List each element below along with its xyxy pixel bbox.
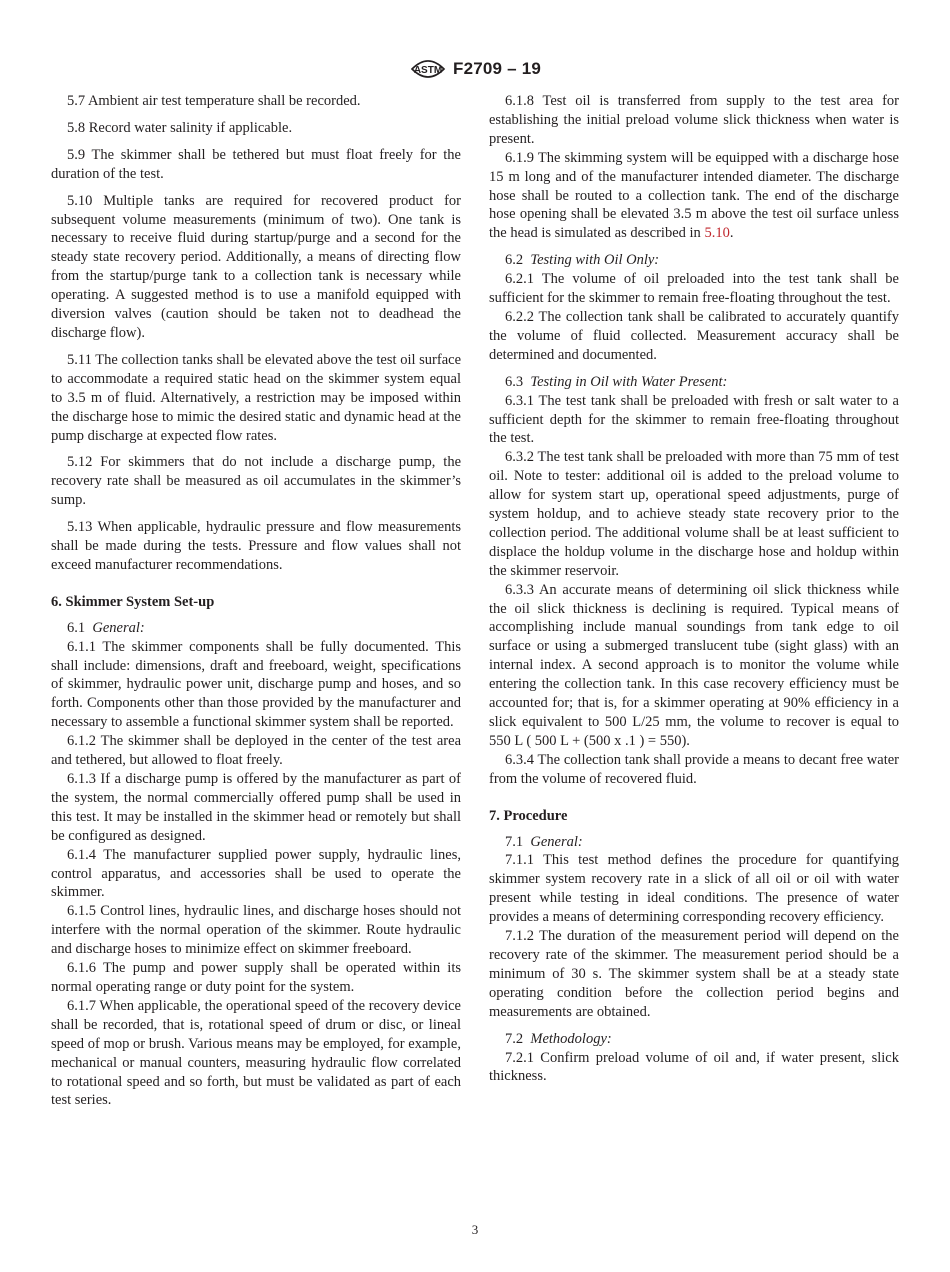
section-6-1-9-end: . [729, 225, 734, 242]
section-6-1-3: 6.1.3 If a discharge pump is offered by the manufacturer as part of the system, the normal commercially offered pump shall be used in this test. It may be installed in the skimmer head or remotely but shall be configured as designed. [51, 771, 461, 844]
section-6-1 [51, 619, 461, 638]
section-5-9: 5.9 The skimmer shall be tethered but must float freely for the duration of the test. [51, 146, 461, 182]
document-designation: F2709 – 19 [452, 59, 541, 78]
section-7-1-2: 7.1.2 The duration of the measurement period will depend on the recovery rate of the skimmer. The measurement period should be a minimum of 30 s. The skimmer system shall be at a steady state operating condition before the collection period begins and measurements are obtained. [489, 928, 899, 1020]
section-6-1-8: 6.1.8 Test oil is transferred from supply to the test area for establishing the initial preload volume slick thickness when water is present. [489, 93, 899, 147]
section-6-3-4: 6.3.4 The collection tank shall provide a means to decant free water from the volume of recovered fluid. [489, 751, 899, 787]
section-5-10: 5.10 Multiple tanks are required for recovered product for subsequent volume measurements (minimum of two). One tank is necessary to receive fluid during startup/purge and a second for the steady state recovery period. Additionally, a means of directing flow from the startup/purge tank to a collection tank is necessary while operating. A suggested method is to use a manifold equipped with diversion valves (caution should be taken not to deadhead the discharge flow). [51, 192, 461, 341]
section-6-3-title: Testing in Oil with Water Present: [530, 373, 728, 390]
section-6-3-2: 6.3.2 The test tank shall be preloaded with more than 75 mm of test oil. Note to tester: additional oil is added to the preload volume to allow for system start up, operational speed adjustments, purge of system holdup, and to achieve steady state recovery prior to the collection period. The additional volume shall be at least sufficient to displace the holdup volume in the discharge hose and holdup within the skimmer reservoir. [489, 449, 899, 579]
section-6-3-1: 6.3.1 The test tank shall be preloaded with fresh or salt water to a sufficient depth for the skimmer to remain free-floating throughout the test. [489, 392, 899, 447]
section-6-3-3: 6.3.3 An accurate means of determining oil slick thickness while the oil slick thickness is declining is required. Typical means of accomplishing include manual soundings from tank edge to oil surface or using a submerged translucent tube (sight glass) with an internal index. A second approach is to monitor the volume while entering the collection tank. In this case recovery efficiency must be accounted for; that is, for a skimmer operating at 90% efficiency in a slick equivalent to 500 L/25 mm, the volume to recover is equal to 550 L ( 500 L + (500 x .1 ) = 550). [489, 581, 899, 749]
section-6-1-number: 6.1 [67, 619, 86, 636]
section-6-3-number: 6.3 [505, 373, 524, 390]
section-5-12: 5.12 For skimmers that do not include a discharge pump, the recovery rate shall be measured as oil accumulates in the skimmer’s sump. [51, 454, 461, 509]
section-6-1-title: General: [92, 619, 145, 636]
section-6-1-9-text: 6.1.9 The skimming system will be equipped with a discharge hose 15 m long and of the manufacturer intended diameter. The discharge hose shall be routed to a collection tank. The end of the discharge hose opening shall be elevated 3.5 m above the test oil surface unless the head is simulated as described in [489, 149, 899, 242]
section-7-1-number: 7.1 [505, 833, 524, 850]
section-6-2-title: Testing with Oil Only: [530, 252, 660, 269]
section-5-10-link[interactable]: 5.10 [704, 225, 730, 242]
section-6-2-number: 6.2 [505, 252, 524, 269]
left-column [51, 92, 461, 1110]
section-6-2-2: 6.2.2 The collection tank shall be calibrated to accurately quantify the volume of fluid collected. Measurement accuracy shall be determined and documented. [489, 308, 899, 363]
page-header [0, 56, 950, 82]
section-7-2 [489, 1030, 899, 1049]
section-7-1 [489, 833, 899, 852]
section-6-1-5: 6.1.5 Control lines, hydraulic lines, and discharge hoses should not interfere with the normal operation of the skimmer. Route hydraulic and discharge hoses to minimize effect on skimmer freeboard. [51, 903, 461, 958]
astm-logo-icon [409, 57, 447, 81]
section-6-1-1: 6.1.1 The skimmer components shall be fully documented. This shall include: dimensions, draft and freeboard, weight, specifications of skimmer, hydraulic power unit, discharge pump and hoses, and so forth. Components other than those provided by the manufacturer and necessary to assemble a functional skimmer system shall be reported. [51, 638, 461, 731]
section-6-1-7: 6.1.7 When applicable, the operational speed of the recovery device shall be recorded, that is, rotational speed of drum or disc, or lineal speed of mop or brush. Various means may be employed, for example, mechanical or manual counters, measuring hydraulic flow correlated to rotational speed and so forth, but must be validated as part of each test series. [51, 997, 461, 1109]
section-7-2-1: 7.2.1 Confirm preload volume of oil and, if water present, slick thickness. [489, 1049, 899, 1085]
section-5-13: 5.13 When applicable, hydraulic pressure and flow measurements shall be made during the tests. Pressure and flow values shall not exceed manufacturer recommendations. [51, 519, 461, 573]
section-6-2 [489, 251, 899, 270]
section-7-2-number: 7.2 [505, 1030, 524, 1047]
section-6-1-6: 6.1.6 The pump and power supply shall be operated within its normal operating range or duty point for the system. [51, 960, 461, 995]
section-6-1-9 [489, 149, 899, 244]
section-7-1-1: 7.1.1 This test method defines the procedure for quantifying skimmer system recovery rate in a slick of all oil or oil with water present while testing in ideal conditions. The presence of water provides a means of determining corresponding recovery efficiency. [489, 852, 899, 926]
heading-section-6: 6. Skimmer System Set-up [51, 593, 215, 610]
section-5-8: 5.8 Record water salinity if applicable. [67, 119, 293, 136]
section-6-3 [489, 373, 899, 392]
right-column [489, 92, 899, 1086]
section-6-1-4: 6.1.4 The manufacturer supplied power supply, hydraulic lines, control apparatus, and accessories shall be used to operate the skimmer. [51, 846, 461, 901]
section-6-1-2: 6.1.2 The skimmer shall be deployed in the center of the test area and tethered, but allowed to float freely. [51, 733, 461, 769]
section-5-7: 5.7 Ambient air test temperature shall be recorded. [67, 93, 361, 109]
section-7-1-title: General: [530, 833, 583, 850]
page-number: 3 [471, 1222, 479, 1237]
section-7-2-title: Methodology: [530, 1030, 612, 1047]
section-6-2-1: 6.2.1 The volume of oil preloaded into the test tank shall be sufficient for the skimmer to remain free-floating throughout the test. [489, 271, 899, 307]
astm-logo-text: ASTM [413, 65, 443, 76]
heading-section-7: 7. Procedure [489, 807, 568, 824]
section-5-11: 5.11 The collection tanks shall be elevated above the test oil surface to accommodate a required static head on the skimmer system equal to 3.5 m of fluid. Alternatively, a restriction may be imposed within the discharge hose to mimic the desired static and dynamic head at the pump discharge at expected flow rates. [51, 351, 461, 444]
